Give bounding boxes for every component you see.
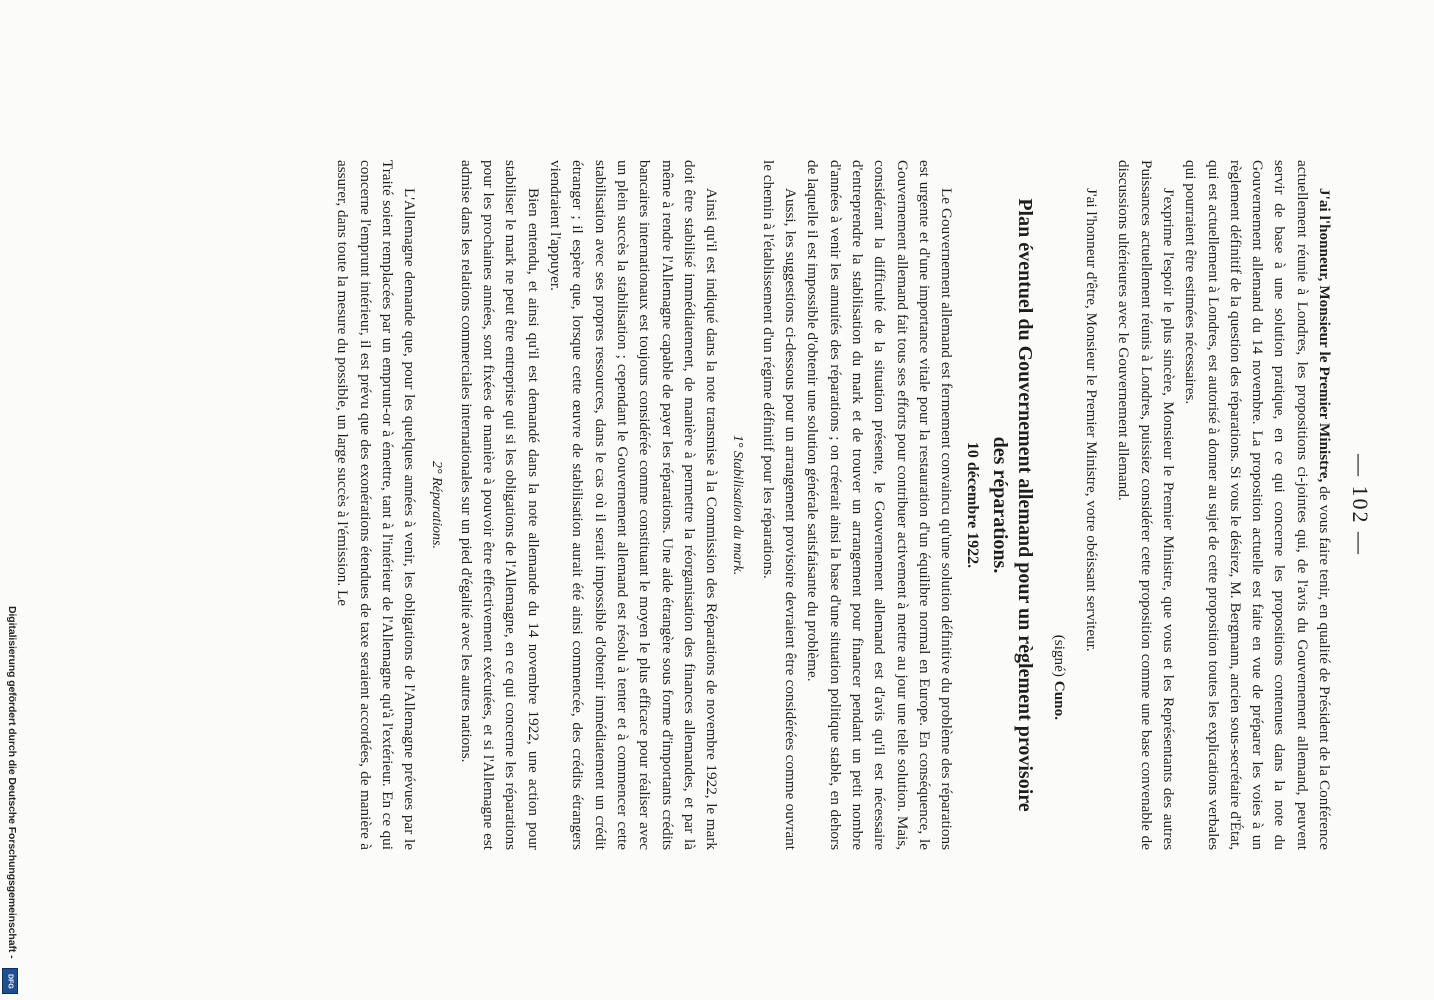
section-1-paragraph-1: Ainsi qu'il est indiqué dans la note transmise à la Commission des Réparations de novembre 1922, le mark doit être stabilisé immédiatement, de manière à permettre la réorganisation des finances allemandes, et par là même à rendre l'Allemagne capable de payer les réparations. Une aide étrangère sous forme d'importants crédits bancaires internationaux est toujours considérée comme constituant le moyen le plus efficace pour réaliser avec un plein succès la stabilisation ; cependant le Gouvernement allemand est résolu à tenter et à commencer cette stabilisation avec ses propres ressources, dans le cas où il serait impossible d'obtenir immédiatement un crédit étranger ; il espère que, lorsque cette œuvre de stabilisation aurait été ainsi commencée, des crédits étrangers viendraient l'appuyer. [547, 160, 721, 850]
signed-name: Cuno. [1050, 680, 1068, 720]
section-2-paragraph-1: L'Allemagne demande que, pour les quelques années à venir, les obligations de l'Allemagne prévues par le Traité soient remplacées par un emprunt-or à émettre, tant à l'intérieur de l'Allemagne qu'à l'extérieur. En ce qui concerne l'emprunt intérieur, il est prévu que des exonérations étendues de taxe seraient accordées, de manière à assurer, dans toute la mesure du possible, un large succès à l'émission. Le [334, 160, 419, 850]
plan-title: Plan éventuel du Gouvernement allemand pour un règlement provisoire des réparations. [989, 198, 1037, 812]
letter-paragraph-2: J'exprime l'espoir le plus sincère, Monsieur le Premier Ministre, que vous et les Représentants des autres Puissances actuellement réunis à Londres, puissiez considérer cette proposition comme une base convenable de discussions ultérieures avec le Gouvernement allemand. [1115, 160, 1177, 850]
letter-paragraph-1-body: de vous faire tenir, en qualité de Président de la Conférence actuellement réunie à Londres, les propositions ci-jointes qui, de l'avis du Gouvernement allemand, peuvent servir de base à une solution pratique, en ce qui concerne les propositions contenues dans la note du Gouvernement allemand du 14 novembre. La proposition actuelle est faite en vue de préparer les voies à un règlement définitif de la question des réparations. Si vous le désirez, M. Bergmann, ancien sous-secrétaire d'État, qui est actuellement à Londres, est autorisé à donner au sujet de cette proposition toutes les explications verbales qui pourraient être estimées nécessaires. [1182, 160, 1333, 850]
digitization-credit: Digitalisierung gefördert durch die Deutsche Forschungsgemeinschaft - [6, 606, 18, 959]
dfg-logo-icon: DFG [2, 968, 18, 994]
section-1-paragraph-2: Bien entendu, et ainsi qu'il est demandé dans la note allemande du 14 novembre 1922, une action pour stabiliser le mark ne peut être entreprise qui si les obligations de l'Allemagne, en ce qui concerne les réparations pour les prochaines années, sont fixées de manière à pouvoir être effectivement exécutées, et si l'Allemagne est admise dans les relations commerciales internationales sur un pied d'égalité avec les autres nations. [457, 160, 542, 850]
digitization-footer [0, 0, 22, 1000]
letter-paragraph-1 [1179, 160, 1335, 850]
signature-line [1047, 160, 1069, 720]
page-number: — 102 — [1348, 454, 1373, 556]
letter-closing: J'ai l'honneur d'être, Monsieur le Premier Ministre, votre obéissant serviteur. [1083, 188, 1101, 652]
section-2-heading: 2° Réparations. [428, 460, 444, 550]
signed-prefix: (signé) [1050, 634, 1068, 677]
plan-intro-paragraph: Le Gouvernement allemand est fermement convaincu qu'une solution définitive du problème des réparations est urgente et d'une importance vitale pour la restauration d'un équilibre normal en Europe. En conséquence, le Gouvernement allemand fait tous ses efforts pour contribuer activement à mettre au jour une telle solution. Mais, considérant la difficulté de la situation présente, le Gouvernement allemand est d'avis qu'il est nécessaire d'entreprendre la stabilisation du mark et de trouver un arrangement pour financer pendant un petit nombre d'années à venir les annuités des réparations ; on créerait ainsi la base d'une situation politique stable, en dehors de laquelle il est impossible d'obtenir une solution générale satisfaisante du problème. [804, 160, 956, 850]
plan-date: 10 décembre 1922. [964, 441, 982, 569]
letter-salutation: J'ai l'honneur, Monsieur le Premier Ministre, [1316, 188, 1333, 483]
section-1-heading: 1° Stabilisation du mark. [730, 434, 746, 576]
document-page [117, 160, 1377, 850]
plan-aussi-paragraph: Aussi, les suggestions ci-dessous pour un arrangement provisoire devraient être considérées comme ouvrant le chemin à l'établissement d'un régime définitif pour les réparations. [759, 160, 800, 850]
